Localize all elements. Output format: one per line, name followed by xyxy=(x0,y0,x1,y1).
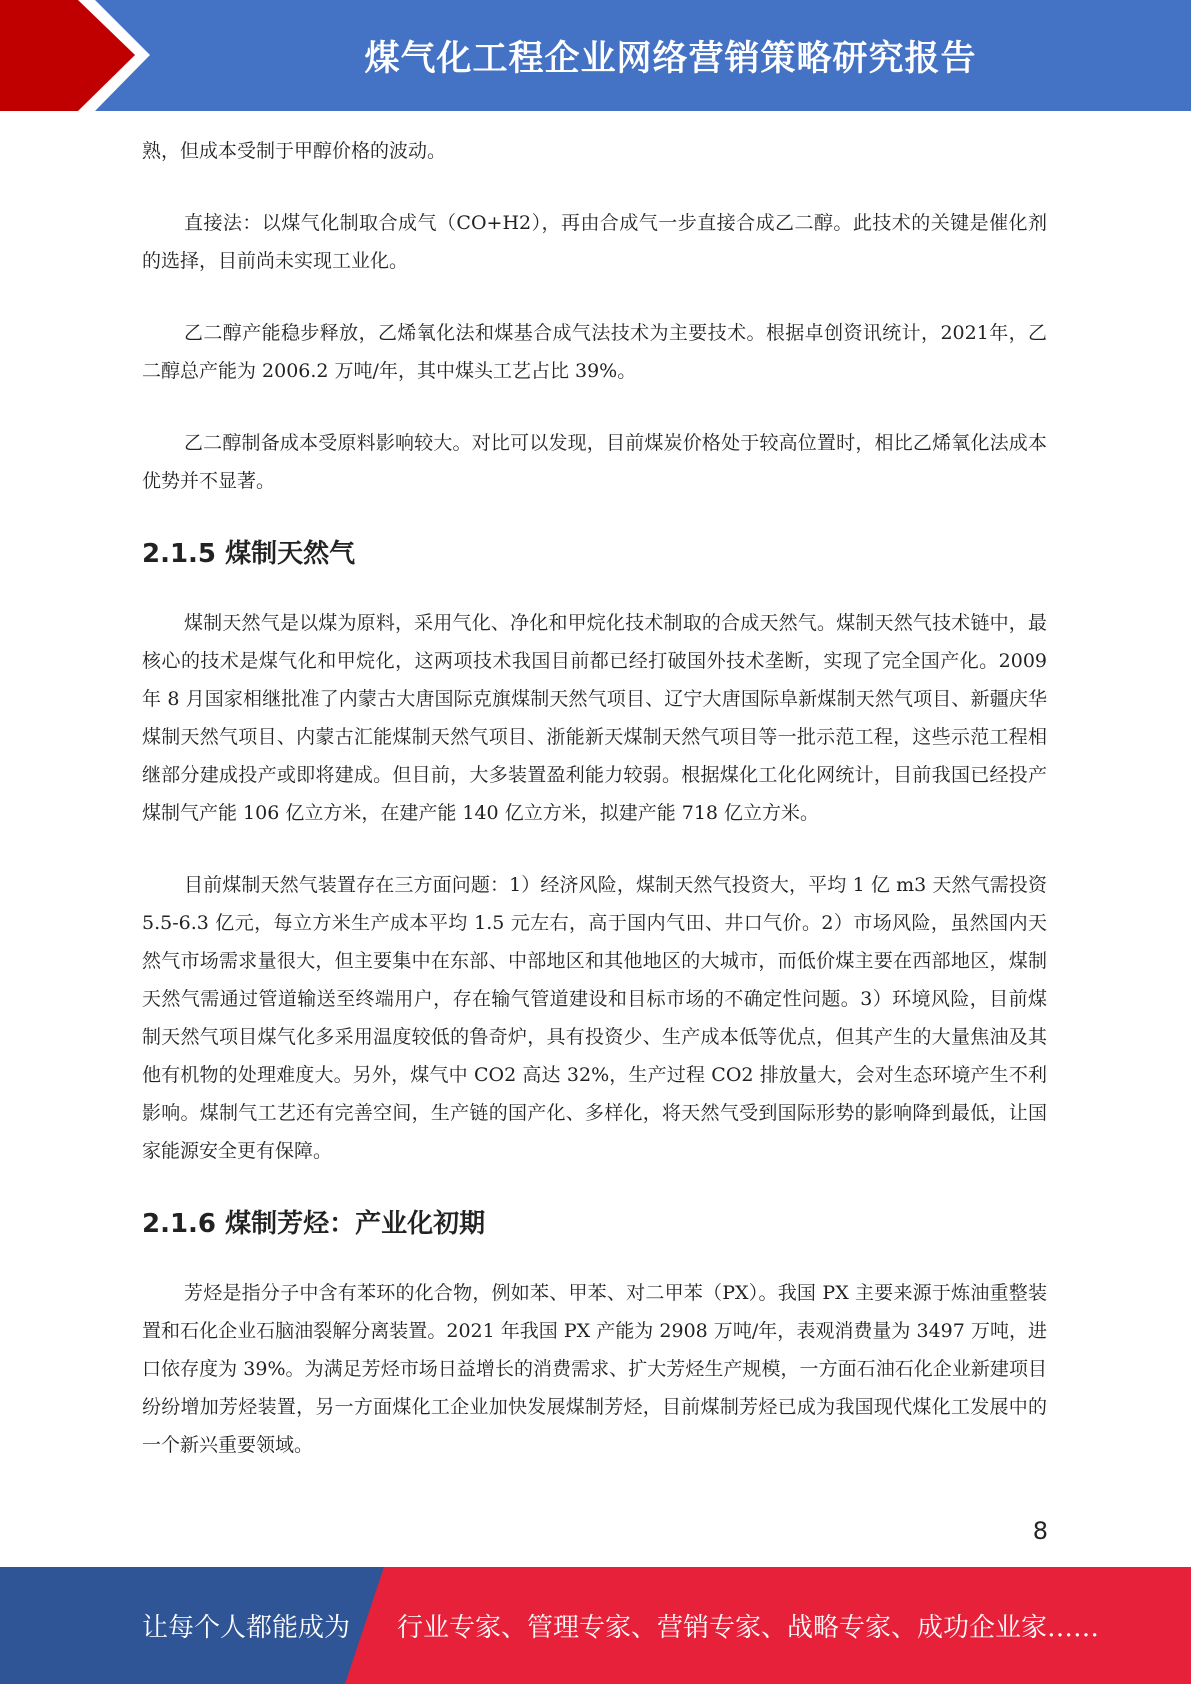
paragraph: 直接法：以煤气化制取合成气（CO+H2），再由合成气一步直接合成乙二醇。此技术的关键是催化剂的选择，目前尚未实现工业化。 xyxy=(142,212,1047,272)
paragraph: 芳烃是指分子中含有苯环的化合物，例如苯、甲苯、对二甲苯（PX）。我国 PX 主要来源于炼油重整装置和石化企业石脑油裂解分离装置。2021 年我国 PX 产能为 2908 万吨/年，表观消费量为 3497 万吨，进口依存度为 39%。为满足芳烃市场日益增长的消费需求、扩大芳烃生产规模，一方面石油石化企业新建项目纷纷增加芳烃装置，另一方面煤化工企业加快发展煤制芳烃，目前煤制芳烃已成为我国现代煤化工发展中的一个新兴重要领域。 xyxy=(142,1282,1047,1456)
header-arrow-decoration xyxy=(0,0,160,111)
report-title: 煤气化工程企业网络营销策略研究报告 xyxy=(364,38,977,79)
page-number: 8 xyxy=(1032,1517,1048,1545)
document-body xyxy=(142,132,1047,1498)
paragraph: 乙二醇制备成本受原料影响较大。对比可以发现，目前煤炭价格处于较高位置时，相比乙烯氧化法成本优势并不显著。 xyxy=(142,432,1047,492)
paragraph: 目前煤制天然气装置存在三方面问题：1）经济风险，煤制天然气投资大，平均 1 亿 m3 天然气需投资 5.5-6.3 亿元，每立方米生产成本平均 1.5 元左右，高于国内气田、井口气价。2）市场风险，虽然国内天然气市场需求量很大，但主要集中在东部、中部地区和其他地区的大城市，而低价煤主要在西部地区，煤制天然气需通过管道输送至终端用户，存在输气管道建设和目标市场的不确定性问题。3）环境风险，目前煤制天然气项目煤气化多采用温度较低的鲁奇炉，具有投资少、生产成本低等优点，但其产生的大量焦油及其他有机物的处理难度大。另外，煤气中 CO2 高达 32%，生产过程 CO2 排放量大，会对生态环境产生不利影响。煤制气工艺还有完善空间，生产链的国产化、多样化，将天然气受到国际形势的影响降到最低，让国家能源安全更有保障。 xyxy=(142,874,1047,1162)
page-footer xyxy=(0,1567,1191,1684)
section-heading-2-1-5: 2.1.5 煤制天然气 xyxy=(142,539,356,569)
paragraph: 熟，但成本受制于甲醇价格的波动。 xyxy=(142,140,447,162)
section-heading-2-1-6: 2.1.6 煤制芳烃：产业化初期 xyxy=(142,1209,486,1239)
footer-slogan-right: 行业专家、管理专家、营销专家、战略专家、成功企业家…… xyxy=(397,1613,1100,1643)
page-header xyxy=(0,0,1191,111)
paragraph: 煤制天然气是以煤为原料，采用气化、净化和甲烷化技术制取的合成天然气。煤制天然气技术链中，最核心的技术是煤气化和甲烷化，这两项技术我国目前都已经打破国外技术垄断，实现了完全国产化。2009 年 8 月国家相继批准了内蒙古大唐国际克旗煤制天然气项目、辽宁大唐国际阜新煤制天然气项目、新疆庆华煤制天然气项目、内蒙古汇能煤制天然气项目、浙能新天煤制天然气项目等一批示范工程，这些示范工程相继部分建成投产或即将建成。但目前，大多装置盈利能力较弱。根据煤化工化化网统计，目前我国已经投产煤制气产能 106 亿立方米，在建产能 140 亿立方米，拟建产能 718 亿立方米。 xyxy=(142,612,1047,824)
footer-slogan-left: 让每个人都能成为 xyxy=(142,1613,351,1643)
paragraph: 乙二醇产能稳步释放，乙烯氧化法和煤基合成气法技术为主要技术。根据卓创资讯统计，2021年，乙二醇总产能为 2006.2 万吨/年，其中煤头工艺占比 39%。 xyxy=(142,322,1047,382)
